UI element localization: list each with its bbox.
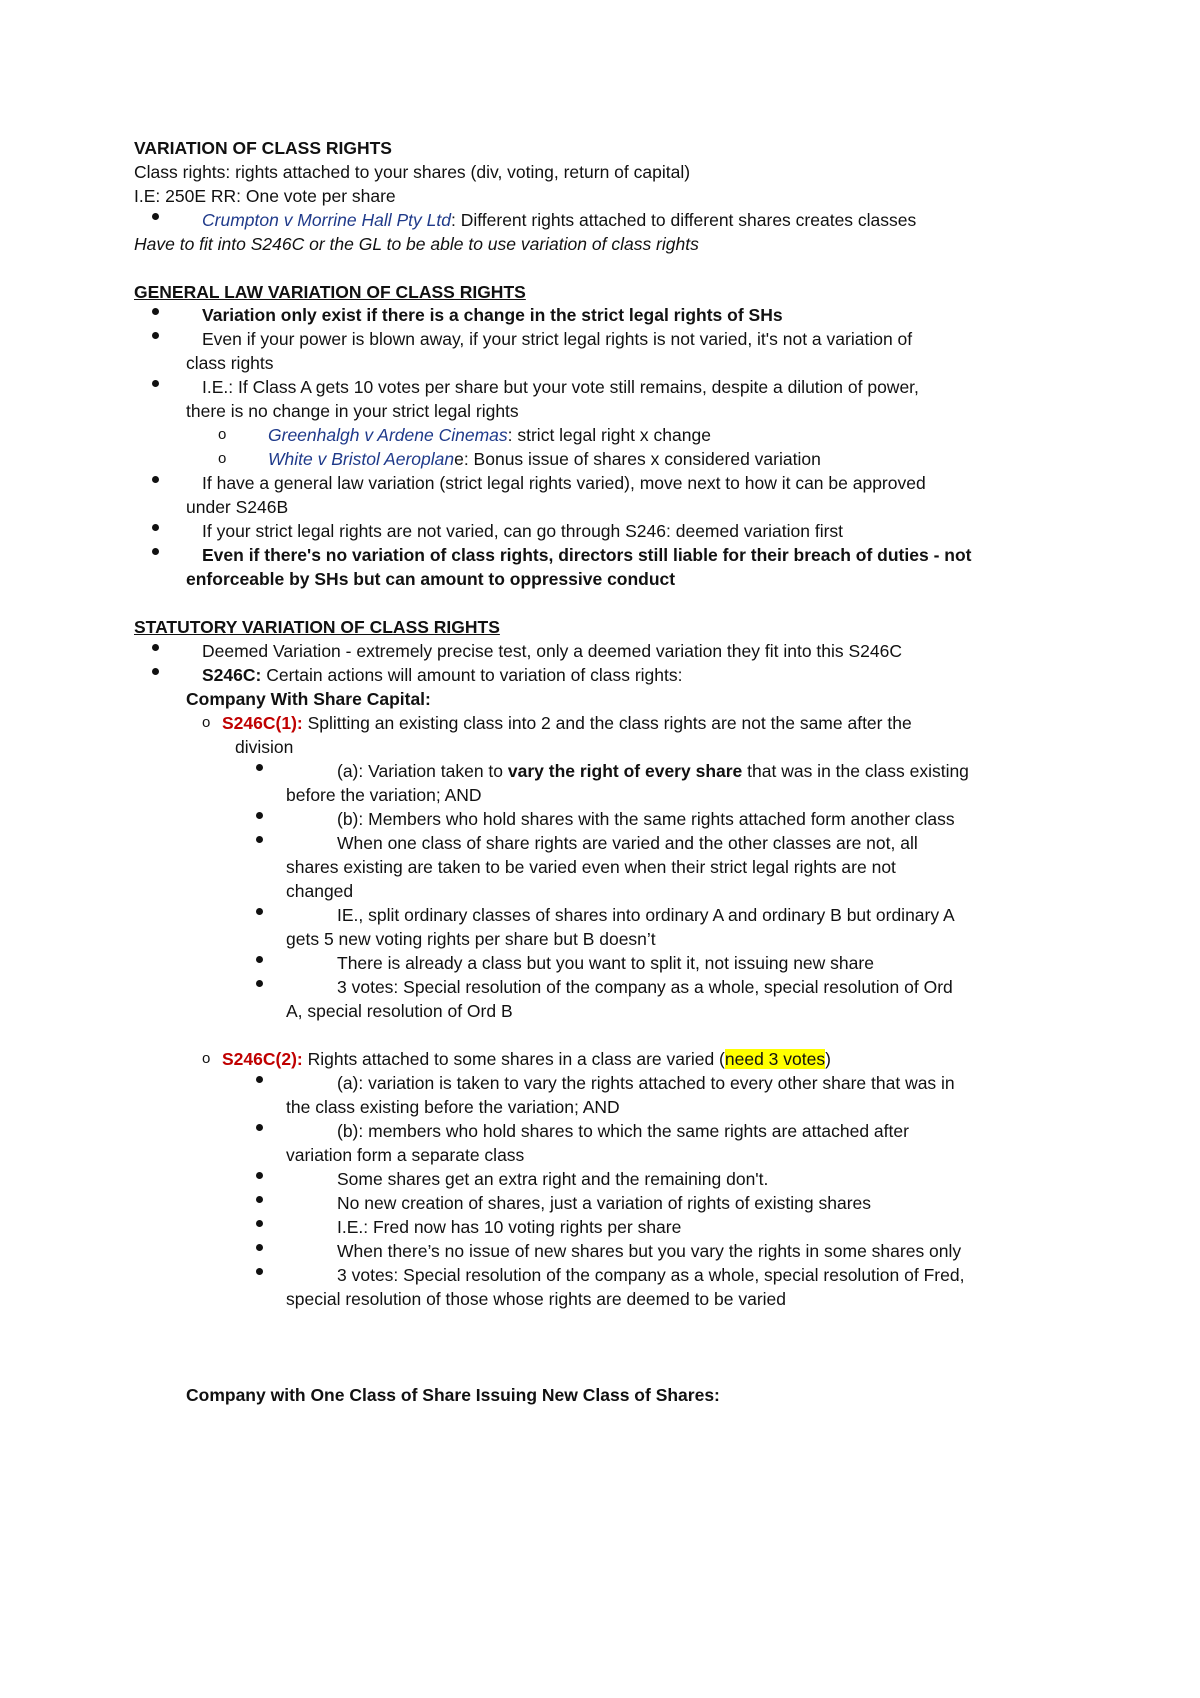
circle-bullet-icon: o xyxy=(218,426,227,443)
section-ref: S246C: xyxy=(202,665,262,685)
sub-sub-item-cont: gets 5 new voting rights per share but B doesn’t xyxy=(286,929,656,949)
sub-sub-item-cont: variation form a separate class xyxy=(286,1145,525,1165)
bullet-icon xyxy=(152,308,159,315)
list-item: Even if there's no variation of class rights, directors still liable for their breach of duties - not xyxy=(202,545,972,565)
bullet-icon xyxy=(256,1220,263,1227)
intro-line: Class rights: rights attached to your shares (div, voting, return of capital) xyxy=(134,162,691,182)
list-item: If your strict legal rights are not varied, can go through S246: deemed variation first xyxy=(202,521,844,541)
sub-sub-item-cont: special resolution of those whose rights are deemed to be varied xyxy=(286,1289,787,1309)
bullet-icon xyxy=(256,1244,263,1251)
bullet-icon xyxy=(152,644,159,651)
list-item: Deemed Variation - extremely precise test, only a deemed variation they fit into this S246C xyxy=(202,641,903,661)
sub-sub-item xyxy=(337,759,969,783)
sub-list-item-text: : strict legal right x change xyxy=(507,425,711,445)
sub-sub-item-cont: changed xyxy=(286,881,354,901)
page-title: VARIATION OF CLASS RIGHTS xyxy=(134,138,392,158)
fit-note: Have to fit into S246C or the GL to be able to use variation of class rights xyxy=(134,234,699,254)
circle-bullet-icon: o xyxy=(218,450,227,467)
section-heading: GENERAL LAW VARIATION OF CLASS RIGHTS xyxy=(134,282,526,302)
bullet-icon xyxy=(152,668,159,675)
bullet-icon xyxy=(152,332,159,339)
case-name: White v Bristol Aeroplan xyxy=(268,449,455,469)
section-ref: S246C(2): xyxy=(222,1049,303,1069)
list-item xyxy=(202,663,683,687)
case-name: Crumpton v Morrine Hall Pty Ltd xyxy=(202,210,451,230)
bullet-icon xyxy=(256,956,263,963)
list-item-cont: there is no change in your strict legal rights xyxy=(186,401,519,421)
bullet-icon xyxy=(152,213,159,220)
bullet-icon xyxy=(152,476,159,483)
sub-sub-item: IE., split ordinary classes of shares into ordinary A and ordinary B but ordinary A xyxy=(337,905,955,925)
list-item-cont: class rights xyxy=(186,353,274,373)
sub-heading: Company With Share Capital: xyxy=(186,689,431,709)
bullet-icon xyxy=(152,380,159,387)
sub-sub-item: No new creation of shares, just a variation of rights of existing shares xyxy=(337,1193,872,1213)
sub-list-item xyxy=(222,711,912,735)
sub-list-item xyxy=(222,1047,831,1071)
sub-sub-item: (a): variation is taken to vary the rights attached to every other share that was in xyxy=(337,1073,955,1093)
sub-list-item-text: ) xyxy=(825,1049,831,1069)
bullet-icon xyxy=(256,812,263,819)
highlighted-text: need 3 votes xyxy=(724,1049,826,1069)
bullet-icon xyxy=(256,980,263,987)
list-item xyxy=(202,208,916,232)
sub-list-item-text: e: Bonus issue of shares x considered variation xyxy=(454,449,821,469)
item-text: that was in the class existing xyxy=(742,761,969,781)
sub-sub-item: Some shares get an extra right and the remaining don't. xyxy=(337,1169,769,1189)
sub-list-item xyxy=(268,447,821,471)
section-heading: STATUTORY VARIATION OF CLASS RIGHTS xyxy=(134,617,500,637)
sub-sub-item: I.E.: Fred now has 10 voting rights per share xyxy=(337,1217,682,1237)
sub-heading: Company with One Class of Share Issuing New Class of Shares: xyxy=(186,1385,720,1405)
bullet-icon xyxy=(256,1268,263,1275)
section-ref: S246C(1): xyxy=(222,713,303,733)
sub-sub-item: 3 votes: Special resolution of the company as a whole, special resolution of Ord xyxy=(337,977,953,997)
sub-list-item xyxy=(268,423,711,447)
list-item: If have a general law variation (strict legal rights varied), move next to how it can be approved xyxy=(202,473,926,493)
bullet-icon xyxy=(256,908,263,915)
item-bold-text: vary the right of every share xyxy=(507,761,743,781)
list-item-cont: enforceable by SHs but can amount to oppressive conduct xyxy=(186,569,676,589)
sub-sub-item: (b): members who hold shares to which the same rights are attached after xyxy=(337,1121,909,1141)
bullet-icon xyxy=(256,1172,263,1179)
sub-sub-item: When there’s no issue of new shares but you vary the rights in some shares only xyxy=(337,1241,962,1261)
circle-bullet-icon: o xyxy=(202,714,211,731)
bullet-icon xyxy=(256,836,263,843)
sub-sub-item-cont: the class existing before the variation; AND xyxy=(286,1097,620,1117)
bullet-icon xyxy=(256,1076,263,1083)
bullet-icon xyxy=(152,548,159,555)
bullet-icon xyxy=(256,764,263,771)
list-item: Variation only exist if there is a change in the strict legal rights of SHs xyxy=(202,305,783,325)
bullet-icon xyxy=(152,524,159,531)
list-item: Even if your power is blown away, if your strict legal rights is not varied, it's not a variation of xyxy=(202,329,913,349)
case-name: Greenhalgh v Ardene Cinemas xyxy=(268,425,508,445)
sub-sub-item-cont: shares existing are taken to be varied even when their strict legal rights are not xyxy=(286,857,896,877)
list-item-text: Certain actions will amount to variation of class rights: xyxy=(261,665,683,685)
sub-list-item-text: Rights attached to some shares in a class are varied ( xyxy=(302,1049,725,1069)
list-item-text: : Different rights attached to different shares creates classes xyxy=(450,210,917,230)
sub-list-item-text: Splitting an existing class into 2 and the class rights are not the same after the xyxy=(302,713,912,733)
bullet-icon xyxy=(256,1124,263,1131)
sub-sub-item: 3 votes: Special resolution of the company as a whole, special resolution of Fred, xyxy=(337,1265,965,1285)
list-item-cont: under S246B xyxy=(186,497,289,517)
item-text: (a): Variation taken to xyxy=(337,761,508,781)
list-item: I.E.: If Class A gets 10 votes per share but your vote still remains, despite a dilution of power, xyxy=(202,377,919,397)
sub-list-item-cont: division xyxy=(235,737,294,757)
circle-bullet-icon: o xyxy=(202,1050,211,1067)
sub-sub-item-cont: before the variation; AND xyxy=(286,785,482,805)
sub-sub-item: When one class of share rights are varied and the other classes are not, all xyxy=(337,833,918,853)
bullet-icon xyxy=(256,1196,263,1203)
sub-sub-item: (b): Members who hold shares with the same rights attached form another class xyxy=(337,809,955,829)
sub-sub-item-cont: A, special resolution of Ord B xyxy=(286,1001,513,1021)
sub-sub-item: There is already a class but you want to split it, not issuing new share xyxy=(337,953,874,973)
intro-line: I.E: 250E RR: One vote per share xyxy=(134,186,396,206)
